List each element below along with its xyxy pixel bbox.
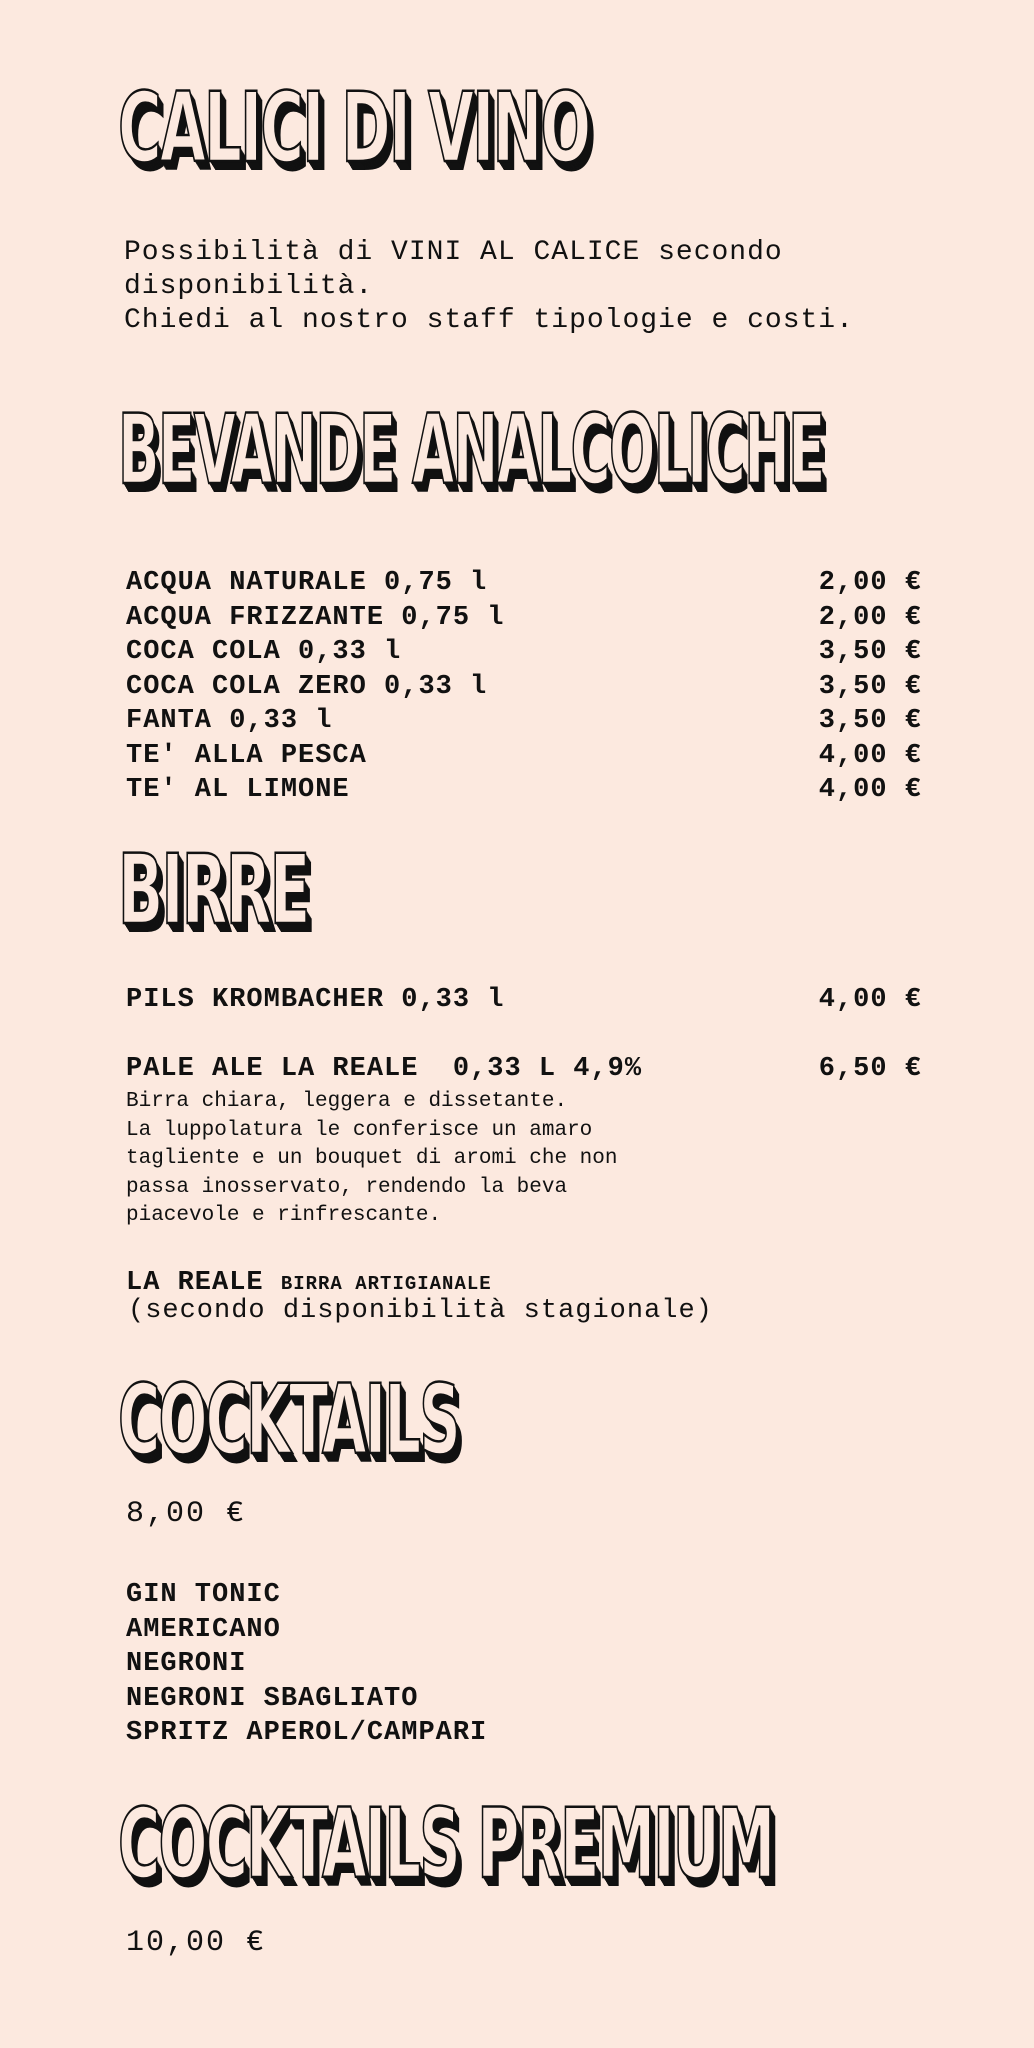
list-item (126, 1054, 922, 1089)
item-name: COCA COLA 0,33 l (126, 637, 402, 667)
item-price: 3,50 € (818, 706, 922, 736)
description-line: tagliente e un bouquet di aromi che non (126, 1147, 618, 1170)
description-line: passa inosservato, rendendo la beva (126, 1175, 568, 1199)
list-item (126, 985, 922, 1020)
calici-line: disponibilità. (124, 271, 374, 302)
calici-line: Possibilità di VINI AL CALICE secondo (124, 237, 783, 268)
pale-ale-row (126, 1054, 922, 1089)
list-item (126, 568, 922, 603)
item-price: 4,00 € (818, 775, 922, 805)
premium-price: 10,00 € (126, 1926, 267, 1960)
list-item (126, 706, 922, 741)
item-name: TE' ALLA PESCA (126, 740, 367, 771)
heading-cocktails: COCKTAILS (118, 1364, 459, 1476)
la-reale-title (126, 1268, 492, 1298)
item-name: PALE ALE LA REALE 0,33 L 4,9% (126, 1054, 643, 1084)
la-reale-subtitle: BIRRA ARTIGIANALE (280, 1273, 492, 1295)
description-line: piacevole e rinfrescante. (126, 1204, 442, 1227)
list-item (126, 775, 922, 810)
item-price: 4,00 € (818, 740, 922, 771)
pils-row (126, 985, 922, 1020)
cocktails-price: 8,00 € (126, 1497, 247, 1531)
item-name: ACQUA FRIZZANTE 0,75 l (126, 602, 505, 633)
item-name: TE' AL LIMONE (126, 775, 350, 805)
heading-cocktails-premium: COCKTAILS PREMIUM (118, 1788, 774, 1900)
list-item: AMERICANO (126, 1614, 281, 1645)
list-item: NEGRONI (126, 1649, 247, 1679)
item-price: 4,00 € (818, 985, 922, 1015)
list-item (126, 672, 922, 707)
item-name: COCA COLA ZERO 0,33 l (126, 671, 488, 702)
la-reale-name: LA REALE (126, 1268, 264, 1298)
item-price: 3,50 € (818, 637, 922, 667)
item-price: 6,50 € (818, 1054, 922, 1084)
item-name: PILS KROMBACHER 0,33 l (126, 985, 505, 1015)
description-line: La luppolatura le conferisce un amaro (126, 1118, 593, 1142)
list-item (126, 603, 922, 638)
analcoliche-list (126, 568, 922, 810)
item-price: 3,50 € (818, 671, 922, 702)
heading-birre: BIRRE (118, 834, 309, 946)
item-name: FANTA 0,33 l (126, 706, 333, 736)
calici-description (124, 236, 854, 338)
calici-line: Chiedi al nostro staff tipologie e costi. (124, 305, 854, 336)
list-item: NEGRONI SBAGLIATO (126, 1683, 419, 1714)
list-item: SPRITZ APEROL/CAMPARI (126, 1718, 488, 1748)
list-item: GIN TONIC (126, 1580, 281, 1610)
pale-ale-description (126, 1088, 617, 1231)
list-item (126, 741, 922, 776)
heading-bevande-analcoliche: BEVANDE ANALCOLICHE (118, 394, 824, 506)
list-item (126, 637, 922, 672)
description-line: Birra chiara, leggera e dissetante. (126, 1090, 568, 1113)
la-reale-note: (secondo disponibilità stagionale) (128, 1296, 713, 1326)
item-price: 2,00 € (818, 602, 922, 633)
item-name: ACQUA NATURALE 0,75 l (126, 568, 488, 598)
cocktails-list (126, 1580, 487, 1753)
item-price: 2,00 € (818, 568, 922, 598)
heading-calici-di-vino: CALICI DI VINO (118, 72, 590, 184)
